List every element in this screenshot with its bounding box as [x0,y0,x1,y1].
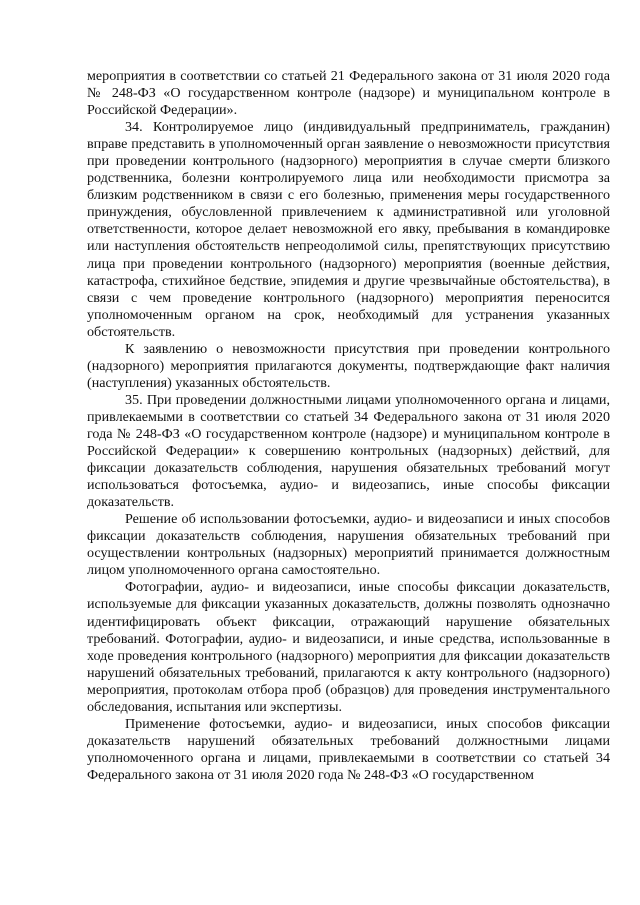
paragraph-recording-application: Применение фотосъемки, аудио- и видеозаписи, иных способов фиксации доказательств нарушений обязательных требований должностными лицами уполномоченного органа и лицами, привлекаемыми в соответствии со статьей 34 Федерального закона от 31 июля 2020 года № 248-ФЗ «О государственном [87,715,610,783]
paragraph-clause-34: 34. Контролируемое лицо (индивидуальный предприниматель, гражданин) вправе представить в уполномоченный орган заявление о невозможности присутствия при проведении контрольного (надзорного) мероприятия в случае смерти близкого родственника, болезни контролируемого лица или необходимости присмотра за близким родственником в связи с его болезнью, применения меры государственного принуждения, обусловленной привлечением к административной или уголовной ответственности, которое делает невозможной его явку, пребывания в командировке или наступления обстоятельств непреодолимой силы, препятствующих присутствию лица при проведении контрольного (надзорного) мероприятия (военные действия, катастрофа, стихийное бедствие, эпидемия и другие чрезвычайные обстоятельства), в связи с чем проведение контрольного (надзорного) мероприятия переносится уполномоченным органом на срок, необходимый для устранения указанных обстоятельств. [87,119,610,340]
paragraph-event-reference: мероприятия в соответствии со статьей 21 Федерального закона от 31 июля 2020 года № 248-ФЗ «О государственном контроле (надзоре) и муниципальном контроле в Российской Федерации». [87,68,610,119]
paragraph-clause-35: 35. При проведении должностными лицами уполномоченного органа и лицами, привлекаемыми в соответствии со статьей 34 Федерального закона от 31 июля 2020 года № 248-ФЗ «О государственном контроле (надзоре) и муниципальном контроле в Российской Федерации» к совершению контрольных (надзорных) действий, для фиксации доказательств соблюдения, нарушения обязательных требований могут использоваться фотосъемка, аудио- и видеозапись, иные способы фиксации доказательств. [87,391,610,511]
document-page [87,68,610,784]
paragraph-recording-requirements: Фотографии, аудио- и видеозаписи, иные способы фиксации доказательств, используемые для фиксации указанных доказательств, должны позволять однозначно идентифицировать объект фиксации, отражающий нарушение обязательных требований. Фотографии, аудио- и видеозаписи, и иные средства, использованные в ходе проведения контрольного (надзорного) мероприятия для фиксации доказательств нарушений обязательных требований, прилагаются к акту контрольного (надзорного) мероприятия, протоколам отбора проб (образцов) для проведения инструментального обследования, испытания или экспертизы. [87,579,610,715]
paragraph-application-documents: К заявлению о невозможности присутствия при проведении контрольного (надзорного) мероприятия прилагаются документы, подтверждающие факт наличия (наступления) указанных обстоятельств. [87,340,610,391]
paragraph-recording-decision: Решение об использовании фотосъемки, аудио- и видеозаписи и иных способов фиксации доказательств соблюдения, нарушения обязательных требований при осуществлении контрольных (надзорных) мероприятий принимается должностным лицом уполномоченного органа самостоятельно. [87,511,610,579]
